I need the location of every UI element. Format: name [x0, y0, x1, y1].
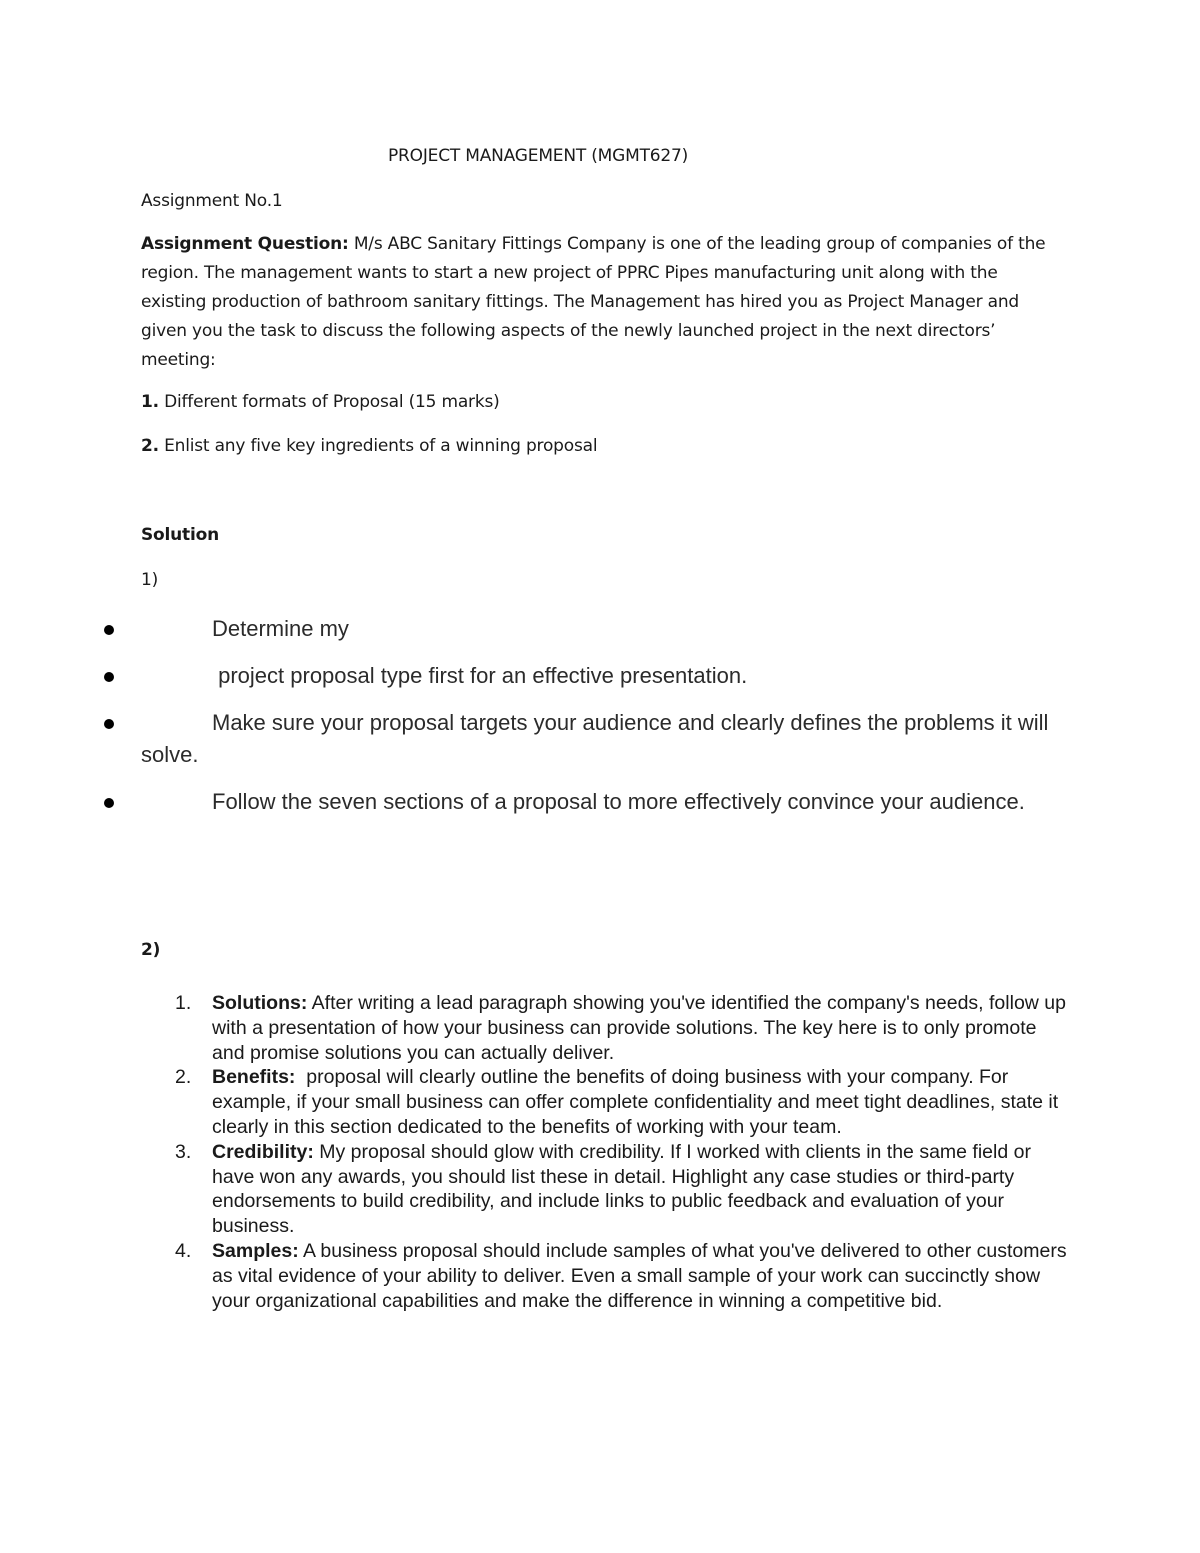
bullet-icon	[104, 798, 114, 808]
item-label: Credibility:	[212, 1140, 314, 1163]
task-number: 2.	[141, 436, 159, 456]
item-label: Samples:	[212, 1239, 299, 1262]
bullet-icon	[104, 672, 114, 682]
list-item	[141, 1065, 1071, 1139]
solution-heading: Solution	[141, 525, 219, 545]
bullet-text: Determine my	[212, 616, 349, 641]
task-number: 1.	[141, 392, 159, 412]
bullet-text: Make sure your proposal targets your audience and clearly defines the problems it will solve.	[141, 710, 1049, 767]
part2-label: 2)	[141, 940, 161, 960]
list-number: 4.	[175, 1239, 192, 1262]
question-label: Assignment Question:	[141, 234, 349, 254]
list-number: 1.	[175, 992, 192, 1014]
task-item	[141, 392, 500, 412]
assignment-question	[141, 230, 1046, 375]
task-item	[141, 436, 597, 456]
assignment-number: Assignment No.1	[141, 191, 283, 211]
list-item	[141, 1140, 1071, 1239]
task-text: Enlist any five key ingredients of a winning proposal	[158, 436, 598, 456]
bullet-icon	[104, 719, 114, 729]
list-number: 3.	[175, 1140, 192, 1163]
part1-label: 1)	[141, 570, 159, 590]
item-text: A business proposal should include samples of what you've delivered to other customers as vital evidence of your ability to deliver. Even a small sample of your work can succinctly show your organizational capabilities and make the difference in winning a competitive bid.	[212, 1239, 1067, 1312]
task-text: Different formats of Proposal (15 marks)	[158, 392, 500, 412]
item-text: My proposal should glow with credibility. If I worked with clients in the same field or have won any awards, you should list these in detail. Highlight any case studies or third-party endorsements to build credibility, and include links to public feedback and evaluation of your business.	[212, 1140, 1031, 1238]
bullet-text: project proposal type first for an effective presentation.	[212, 663, 748, 688]
bullet-icon	[104, 625, 114, 635]
item-text: proposal will clearly outline the benefits of doing business with your company. For example, if your small business can offer complete confidentiality and meet tight deadlines, state it clearly in this section dedicated to the benefits of working with your team.	[212, 1066, 1064, 1138]
ingredients-list	[141, 991, 1071, 1313]
item-text: After writing a lead paragraph showing you've identified the company's needs, follow up with a presentation of how your business can provide solutions. The key here is to only promote and promise solutions you can actually deliver.	[212, 992, 1066, 1064]
document-title: PROJECT MANAGEMENT (MGMT627)	[388, 146, 689, 166]
item-label: Solutions:	[212, 992, 308, 1014]
item-label: Benefits:	[212, 1066, 296, 1089]
list-item	[141, 1239, 1071, 1313]
bullet-text: Follow the seven sections of a proposal to more effectively convince your audience.	[212, 789, 1025, 814]
question-text: M/s ABC Sanitary Fittings Company is one of the leading group of companies of the region. The management wants to start a new project of PPRC Pipes manufacturing unit along with the existing production of bathroom sanitary fittings. The Management has hired you as Project Manager and given you the task to discuss the following aspects of the newly launched project in the next directors’ meeting:	[141, 234, 1046, 370]
list-item	[141, 991, 1071, 1065]
list-number: 2.	[175, 1066, 192, 1089]
